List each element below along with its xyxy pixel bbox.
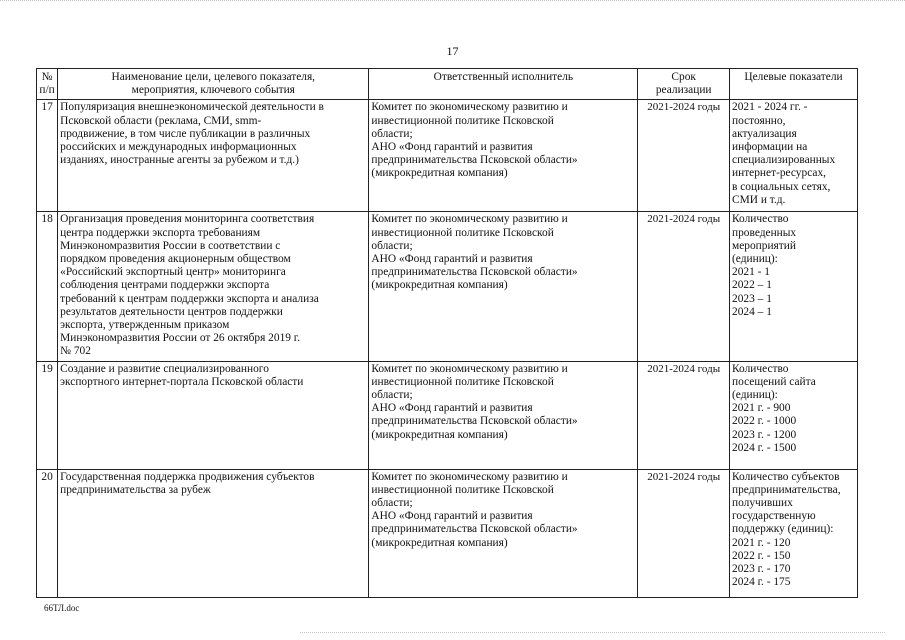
- header-term-line: Срок: [671, 71, 696, 83]
- table-row: [37, 361, 858, 469]
- measure-name-cell: [58, 361, 369, 469]
- target-line: государственную: [732, 510, 816, 523]
- measure-name-line: экспортного интернет-портала Псковской области: [60, 375, 304, 388]
- responsible-line: области;: [371, 497, 413, 510]
- measure-name-line: центра поддержки экспорта требованиям: [60, 226, 261, 239]
- measure-name-line: продвижение, в том числе публикации в различных: [60, 127, 311, 140]
- measure-name-line: Минэкономразвития России в соответствии с: [60, 239, 281, 252]
- responsible-line: предпринимательства Псковской области»: [371, 523, 578, 536]
- responsible-line: (микрокредитная компания): [371, 279, 508, 292]
- target-line: (единиц):: [732, 253, 778, 266]
- target-line: 2024 г. - 1500: [732, 441, 797, 454]
- row-number: 19: [37, 361, 58, 469]
- target-line: 2023 г. - 1200: [732, 428, 797, 441]
- responsible-line: (микрокредитная компания): [371, 428, 508, 441]
- responsible-line: (микрокредитная компания): [371, 536, 508, 549]
- header-name: [58, 69, 369, 100]
- page-number: 17: [446, 44, 459, 58]
- scan-top-edge: [0, 0, 905, 7]
- header-no-line: №: [41, 71, 53, 83]
- table-header-row: [37, 69, 858, 100]
- target-line: 2021 - 2024 гг. -: [732, 101, 808, 114]
- responsible-line: Комитет по экономическому развитию и: [371, 470, 568, 483]
- target-line: интернет-ресурсах,: [732, 167, 826, 180]
- measure-name-line: Государственная поддержка продвижения субъектов: [60, 470, 315, 483]
- row-number: 20: [37, 469, 58, 597]
- header-term-line: реализации: [655, 84, 712, 97]
- target-line: 2022 – 1: [732, 279, 772, 292]
- target-line: информации на: [732, 141, 808, 154]
- measure-name-line: Организация проведения мониторинга соответствия: [60, 213, 315, 226]
- responsible-line: АНО «Фонд гарантий и развития: [371, 253, 533, 266]
- target-line: поддержку (единиц):: [732, 523, 834, 536]
- responsible-line: АНО «Фонд гарантий и развития: [371, 141, 533, 154]
- term-cell: 2021-2024 годы: [638, 469, 730, 597]
- target-line: 2023 – 1: [732, 292, 772, 305]
- target-line: актуализация: [732, 127, 797, 140]
- measure-name-line: порядком проведения акционерным обществом: [60, 253, 291, 266]
- measure-name-line: Псковской области (реклама, СМИ, smm-: [60, 114, 262, 127]
- measure-name-line: требований к центрам поддержки экспорта и анализа: [60, 292, 319, 305]
- target-line: 2024 – 1: [732, 305, 772, 318]
- header-term: [638, 69, 730, 100]
- term-cell: 2021-2024 годы: [638, 100, 730, 212]
- target-line: 2022 г. - 150: [732, 549, 791, 562]
- responsible-cell: [369, 469, 638, 597]
- responsible-cell: [369, 361, 638, 469]
- target-line: 2022 г. - 1000: [732, 415, 797, 428]
- target-line: постоянно,: [732, 114, 786, 127]
- measure-name-line: российских и международных информационных: [60, 141, 297, 154]
- responsible-line: инвестиционной политике Псковской: [371, 226, 554, 239]
- header-targets-line: Целевые показатели: [744, 71, 843, 83]
- scan-bottom-edge: [300, 632, 885, 635]
- responsible-line: предпринимательства Псковской области»: [371, 415, 578, 428]
- target-line: посещений сайта: [732, 375, 816, 388]
- measure-name-line: соблюдения центрами поддержки экспорта: [60, 279, 270, 292]
- targets-cell: [730, 100, 858, 212]
- term-cell: 2021-2024 годы: [638, 361, 730, 469]
- measure-name-cell: [58, 100, 369, 212]
- header-no: [37, 69, 58, 100]
- table-body: [37, 100, 858, 597]
- target-line: 2021 - 1: [732, 266, 770, 279]
- responsible-cell: [369, 100, 638, 212]
- measures-table: [36, 68, 858, 598]
- measure-name-line: Создание и развитие специализированного: [60, 362, 269, 375]
- responsible-line: области;: [371, 127, 413, 140]
- target-line: Количество: [732, 362, 789, 375]
- table-row: [37, 100, 858, 212]
- target-line: Количество субъектов: [732, 470, 840, 483]
- measure-name-line: предпринимательства за рубеж: [60, 483, 211, 496]
- measure-name-line: № 702: [60, 345, 91, 358]
- responsible-line: инвестиционной политике Псковской: [371, 114, 554, 127]
- measure-name-line: результатов деятельности центров поддержки: [60, 305, 283, 318]
- responsible-line: Комитет по экономическому развитию и: [371, 362, 568, 375]
- responsible-line: АНО «Фонд гарантий и развития: [371, 510, 533, 523]
- responsible-line: Комитет по экономическому развитию и: [371, 213, 568, 226]
- responsible-line: (микрокредитная компания): [371, 167, 508, 180]
- target-line: СМИ и т.д.: [732, 193, 786, 206]
- responsible-line: предпринимательства Псковской области»: [371, 154, 578, 167]
- measure-name-line: изданиях, иностранные агенты за рубежом и т.д.): [60, 154, 299, 167]
- target-line: 2024 г. - 175: [732, 576, 791, 589]
- responsible-cell: [369, 212, 638, 361]
- target-line: в социальных сетях,: [732, 180, 831, 193]
- targets-cell: [730, 212, 858, 361]
- target-line: мероприятий: [732, 239, 796, 252]
- target-line: получивших: [732, 497, 793, 510]
- row-number: 17: [37, 100, 58, 212]
- measure-name-line: «Российский экспортный центр» мониторинга: [60, 266, 286, 279]
- targets-cell: [730, 361, 858, 469]
- responsible-line: предпринимательства Псковской области»: [371, 266, 578, 279]
- responsible-line: Комитет по экономическому развитию и: [371, 101, 568, 114]
- measure-name-line: Популяризация внешнеэкономической деятельности в: [60, 101, 324, 114]
- row-number: 18: [37, 212, 58, 361]
- table-row: [37, 469, 858, 597]
- target-line: 2021 г. - 900: [732, 402, 791, 415]
- header-name-line: мероприятия, ключевого события: [131, 84, 295, 97]
- target-line: предпринимательства,: [732, 483, 841, 496]
- responsible-line: инвестиционной политике Псковской: [371, 483, 554, 496]
- target-line: 2021 г. - 120: [732, 536, 791, 549]
- header-no-line: п/п: [39, 84, 55, 97]
- target-line: 2023 г. - 170: [732, 563, 791, 576]
- footer-filename: 66ТЛ.doc: [44, 603, 80, 613]
- targets-cell: [730, 469, 858, 597]
- responsible-line: области;: [371, 239, 413, 252]
- target-line: специализированных: [732, 154, 836, 167]
- header-responsible: [369, 69, 638, 100]
- target-line: (единиц):: [732, 389, 778, 402]
- responsible-line: области;: [371, 389, 413, 402]
- header-targets: [730, 69, 858, 100]
- target-line: проведенных: [732, 226, 797, 239]
- responsible-line: инвестиционной политике Псковской: [371, 375, 554, 388]
- target-line: Количество: [732, 213, 789, 226]
- responsible-line: АНО «Фонд гарантий и развития: [371, 402, 533, 415]
- measure-name-cell: [58, 212, 369, 361]
- header-responsible-line: Ответственный исполнитель: [433, 71, 574, 83]
- table-row: [37, 212, 858, 361]
- measure-name-cell: [58, 469, 369, 597]
- term-cell: 2021-2024 годы: [638, 212, 730, 361]
- header-name-line: Наименование цели, целевого показателя,: [111, 71, 316, 83]
- measure-name-line: экспорта, утвержденным приказом: [60, 319, 230, 332]
- measure-name-line: Минэкономразвития России от 26 октября 2019 г.: [60, 332, 301, 345]
